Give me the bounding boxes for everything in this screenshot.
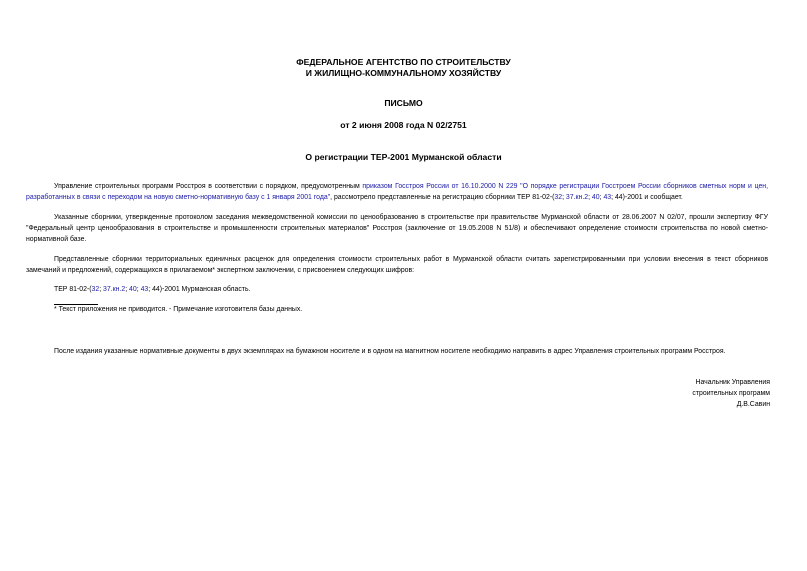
org-name-line2: И ЖИЛИЩНО-КОММУНАЛЬНОМУ ХОЗЯЙСТВУ [305, 68, 502, 78]
doc-date: от 2 июня 2008 года N 02/2751 [340, 120, 467, 130]
p1-link-43[interactable]: 43 [603, 193, 612, 201]
org-name-line1: ФЕДЕРАЛЬНОЕ АГЕНТСТВО ПО СТРОИТЕЛЬСТВУ [296, 57, 511, 67]
p4-link-43[interactable]: 43 [140, 286, 149, 293]
p1-sep: ; [588, 193, 592, 201]
paragraph-1 [26, 182, 768, 204]
p1-sep: ; [562, 193, 566, 201]
footnote: * Текст приложения не приводится. - Примечание изготовителя базы данных. [54, 306, 303, 313]
signature-title-line1: Начальник Управления [695, 379, 770, 386]
p1-link-40[interactable]: 40 [591, 193, 600, 201]
p4-text-after: ; 44)-2001 Мурманская область. [148, 286, 251, 293]
signature-title-line2: строительных программ [692, 390, 770, 397]
p4-sep: ; [99, 286, 104, 293]
paragraph-5: После издания указанные нормативные документы в двух экземплярах на бумажном носителе и в одном на магнитном носителе необходимо направить в адрес Управления строительных программ Росстроя. [54, 348, 726, 355]
p4-link-32[interactable]: 32 [91, 286, 100, 293]
p1-link-32[interactable]: 32 [554, 193, 563, 201]
p1-text-after: ; 44)-2001 и сообщает. [611, 193, 683, 201]
doc-subject: О регистрации ТЕР-2001 Мурманской области [305, 152, 502, 162]
p1-text-before: Управление строительных программ Росстроя в соответствии с порядком, предусмотренным [54, 183, 363, 190]
paragraph-2: Указанные сборники, утвержденные протоколом заседания межведомственной комиссии по ценообразованию в строительстве при правительстве Мурманской области от 28.06.2007 N 02/07, прошли экспертизу ФГУ "Федеральный центр ценообразования в строительстве и промышленности строительных материалов" Росстроя (заключение от 19.05.2008 N 51/8) и обеспечивают определение стоимости строительства по новой сметно-нормативной базе. [26, 214, 768, 243]
p1-sep: ; [599, 193, 604, 201]
p1-text-mid: , рассмотрело представленные на регистрацию сборники ТЕР 81-02-( [330, 193, 555, 201]
paragraph-3: Представленные сборники территориальных единичных расценок для определения стоимости строительных работ в Мурманской области считать зарегистрированными при условии внесения в текст сборников замечаний и предложений, содержащихся в прилагаемом* экспертном заключении, с присвоением следующих шифров: [26, 256, 768, 274]
doc-type: ПИСЬМО [384, 98, 423, 108]
p4-sep: ; [136, 286, 141, 293]
signature-name: Д.В.Савин [736, 401, 770, 408]
order-link[interactable]: приказом Госстроя России от 16.10.2000 N 229 "О порядке регистрации Госстроем России сборников сметных норм и цен, разработанных в связи с переходом на новую сметно-нормативную базу с 1 января 2001 года" [26, 183, 768, 201]
p1-link-37[interactable]: 37.кн.2 [565, 193, 589, 201]
paragraph-4 [54, 285, 768, 296]
p4-link-37[interactable]: 37.кн.2 [103, 286, 126, 293]
p4-link-40[interactable]: 40 [129, 286, 137, 293]
p4-text-before: ТЕР 81-02-( [54, 286, 92, 293]
p4-sep: ; [125, 286, 130, 293]
